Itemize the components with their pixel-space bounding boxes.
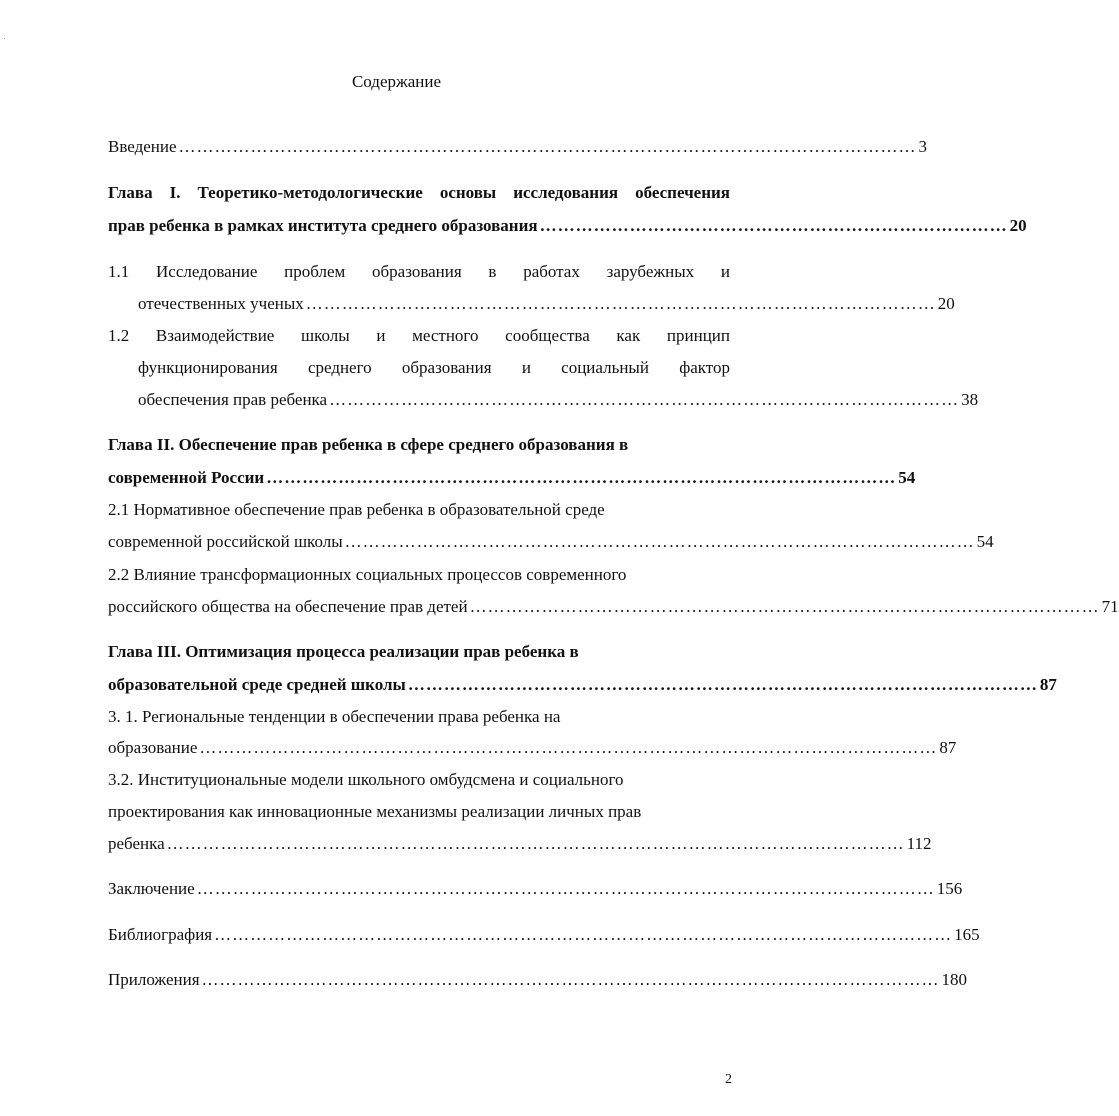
toc-label: современной России [108,468,265,487]
leader-dots: …………………………………………………………………………………………… [469,597,1100,616]
toc-page: 87 [1039,675,1057,694]
toc-section-1-2-line2: функционирования среднего образования и социальный фактор [138,358,730,377]
leader-dots: …………………………………………………………………………………………… [329,390,960,409]
toc-section-2-2 [108,597,1119,617]
toc-entry-bibliography [108,925,980,945]
toc-label: образовательной среде средней школы [108,675,406,694]
toc-label: Приложения [108,970,200,989]
toc-page: 71 [1101,597,1119,616]
toc-entry-conclusion [108,879,963,899]
toc-chapter-1-line1: Глава I. Теоретико-методологические основы исследования обеспечения [108,183,730,202]
toc-page: 112 [906,834,932,853]
toc-section-3-2-line2: проектирования как инновационные механизмы реализации личных прав [108,802,642,821]
toc-page: 20 [937,294,955,313]
toc-label: обеспечения прав ребенка [138,390,328,409]
toc-label: Введение [108,137,177,156]
toc-chapter-2 [108,468,916,488]
leader-dots: …………………………………………………………………………………………… [407,675,1038,694]
page-number: 2 [725,1072,732,1087]
toc-label: образование [108,738,198,757]
toc-section-2-2-line1: 2.2 Влияние трансформационных социальных процессов современного [108,565,627,584]
leader-dots: …………………………………………………………………………………………………………… [201,970,940,989]
toc-label: российского общества на обеспечение прав детей [108,597,468,616]
toc-section-3-2 [108,834,932,854]
toc-section-2-1 [108,532,994,552]
toc-chapter-1 [108,216,1027,236]
leader-dots: …………………………………………………………………………………………………………… [214,925,953,944]
toc-section-3-1-line1: 3. 1. Региональные тенденции в обеспечении права ребенка на [108,707,561,726]
leader-dots: …………………………………………………………………………………………………………… [178,137,917,156]
leader-dots: …………………………………………………………………………………………………………… [166,834,905,853]
leader-dots: …………………………………………………………………… [539,216,1008,235]
leader-dots: …………………………………………………………………………………………………………… [199,738,938,757]
toc-section-3-1 [108,738,957,758]
page-title: Содержание [351,72,442,91]
toc-section-3-2-line1: 3.2. Институциональные модели школьного омбудсмена и социального [108,770,624,789]
toc-page: 165 [954,925,980,944]
toc-page: 87 [939,738,957,757]
toc-entry-appendix [108,970,968,990]
leader-dots: …………………………………………………………………………………………………………… [196,879,935,898]
toc-page: 3 [918,137,928,156]
toc-chapter-2-line1: Глава II. Обеспечение прав ребенка в сфере среднего образования в [108,435,629,454]
toc-entry-intro [108,137,928,157]
scan-speck [4,38,5,39]
toc-label: Заключение [108,879,195,898]
toc-page: 54 [898,468,916,487]
toc-page: 156 [936,879,963,898]
leader-dots: …………………………………………………………………………………………… [344,532,975,551]
toc-section-1-2 [138,390,979,410]
toc-label: Библиография [108,925,213,944]
leader-dots: …………………………………………………………………………………………… [266,468,897,487]
toc-page: 180 [941,970,968,989]
toc-section-1-1-line1: 1.1 Исследование проблем образования в работах зарубежных и [108,262,730,281]
toc-label: прав ребенка в рамках института среднего образования [108,216,538,235]
toc-section-1-2-line1: 1.2 Взаимодействие школы и местного сообщества как принцип [108,326,730,345]
toc-label: ребенка [108,834,165,853]
toc-label: современной российской школы [108,532,343,551]
toc-label: отечественных ученых [138,294,304,313]
leader-dots: …………………………………………………………………………………………… [305,294,936,313]
toc-chapter-3-line1: Глава III. Оптимизация процесса реализации прав ребенка в [108,642,579,661]
toc-chapter-3 [108,675,1057,695]
toc-page: 38 [961,390,979,409]
toc-page: 20 [1009,216,1027,235]
toc-page: 54 [976,532,994,551]
toc-section-1-1 [138,294,955,314]
toc-section-2-1-line1: 2.1 Нормативное обеспечение прав ребенка в образовательной среде [108,500,605,519]
